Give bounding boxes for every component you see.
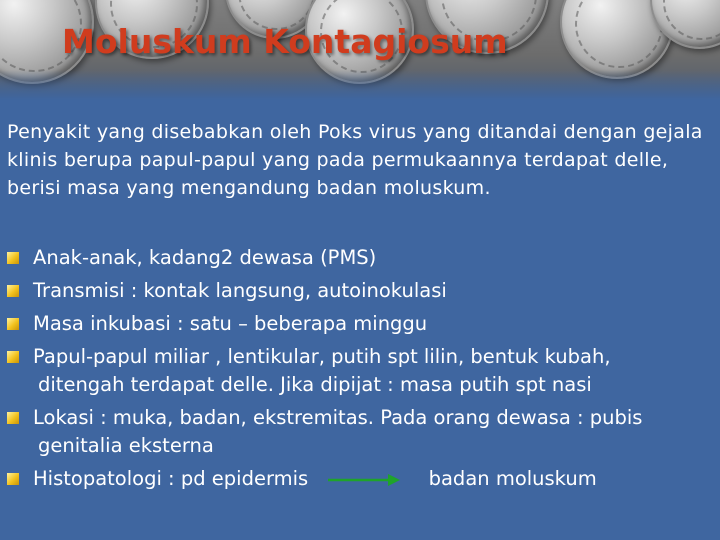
square-bullet-icon (7, 252, 19, 264)
square-bullet-icon (7, 412, 19, 424)
slide-title: Moluskum Kontagiosum (62, 22, 508, 61)
bullet-item (0, 465, 720, 493)
bullet-text-after-arrow: badan moluskum (428, 467, 597, 490)
bullet-text-continued: ditengah terdapat delle. Jika dipijat : masa putih spt nasi (38, 373, 592, 396)
bullet-text: Lokasi : muka, badan, ekstremitas. Pada orang dewasa : pubis (33, 406, 643, 429)
square-bullet-icon (7, 285, 19, 297)
bullet-item (0, 277, 720, 305)
bullet-text: Papul-papul miliar , lentikular, putih spt lilin, bentuk kubah, (33, 345, 611, 368)
square-bullet-icon (7, 473, 19, 485)
bullet-text: Transmisi : kontak langsung, autoinokulasi (33, 279, 447, 302)
bullet-text: Histopatologi : pd epidermis (33, 467, 309, 490)
bullet-item (0, 343, 720, 399)
bullet-item (0, 404, 720, 460)
bullet-list (0, 244, 720, 498)
square-bullet-icon (7, 318, 19, 330)
intro-paragraph: Penyakit yang disebabkan oleh Poks virus yang ditandai dengan gejala klinis berupa papul-papul yang pada permukaannya terdapat delle, berisi masa yang mengandung badan moluskum. (7, 121, 703, 199)
bullet-text-continued: genitalia eksterna (38, 434, 214, 457)
bullet-text: Masa inkubasi : satu – beberapa minggu (33, 312, 428, 335)
bullet-item (0, 244, 720, 272)
bullet-text: Anak-anak, kadang2 dewasa (PMS) (33, 246, 377, 269)
right-arrow-icon (328, 473, 400, 487)
bullet-item (0, 310, 720, 338)
square-bullet-icon (7, 351, 19, 363)
